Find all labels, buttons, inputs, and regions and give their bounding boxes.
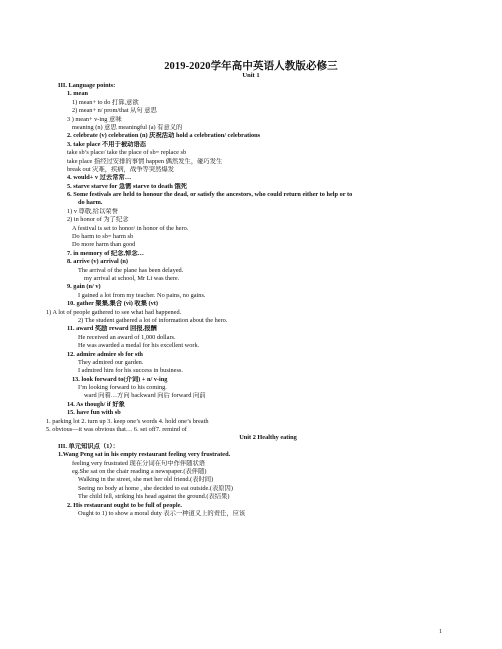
text-line: 15. have fun with sb (67, 409, 121, 417)
text-line: They admired our garden. (78, 358, 144, 366)
text-line: Ought to 1) to show a moral duty 表示一种道义上的责任，应该 (78, 509, 246, 517)
text-line: 8. arrive (v) arrival (n) (67, 258, 129, 266)
document-title: 2019-2020学年高中英语人教版必修三 (164, 61, 338, 72)
text-line: I admired him for his success in business. (78, 367, 183, 375)
text-line: 1) mean+ to do 打算,意欲 (72, 98, 139, 106)
unit-heading: Unit 1 (242, 72, 260, 79)
text-line: 1. mean (67, 90, 88, 98)
text-line: take sb’s place/ take the place of sb= replace sb (67, 149, 187, 157)
text-line: 2. His restaurant ought to be full of people. (67, 501, 182, 509)
text-line: do harm. (78, 199, 103, 207)
text-line: 5. obvious—it was obvious that… 6. set off7. remind of (46, 426, 187, 434)
text-line: 11. award 奖励 reward 回报,报酬 (67, 325, 157, 333)
text-line: 5. starve starve for 急需 starve to death 饿死 (67, 182, 188, 190)
text-line: 13. look forward to(介词) + n/ v-ing (72, 375, 168, 383)
text-line: my arrival at school, Mr Li was there. (84, 274, 180, 282)
text-line: He received an award of 1,000 dollars. (78, 333, 176, 341)
text-line: 2. celebrate (v) celebration (n) 庆祝活动 hold a celebration/ celebrations (67, 132, 261, 140)
text-line: 12. admire admire sb for sth (67, 350, 143, 358)
text-line: 1. parking lot 2. turn up 3. keep one’s words 4. hold one’s breath (46, 417, 209, 425)
text-line: 6. Some festivals are held to honour the dead, or satisfy the ancestors, who could return either to help or to (67, 191, 353, 199)
text-line: III. Language points: (58, 82, 116, 89)
text-line: take place 指经过安排的事情 happen 偶然发生，碰巧发生 (67, 157, 223, 165)
text-line: 7. in memory of 纪念,悼念… (67, 249, 144, 257)
notes-body (46, 82, 478, 518)
text-line: 1) A lot of people gathered to see what had happened. (46, 308, 182, 316)
text-line: 1) v 尊敬,给以荣誉 (67, 207, 118, 215)
text-line: Walking in the street, she met her old friend.(表时间) (78, 476, 214, 484)
text-line: III. 单元知识点（1）： (58, 442, 119, 450)
text-line: feeling very frustrated 现在分词在句中作伴随状语 (72, 459, 206, 467)
text-line: A festival is set to honor/ in honor of the hero. (72, 224, 189, 232)
text-line: 2) in honor of 为了纪念 (67, 216, 129, 224)
text-line: Unit 2 Healthy eating (239, 434, 297, 442)
text-line: 9. gain (n/ v) (67, 283, 101, 291)
text-line: 4. would+ v 过去常常… (67, 174, 132, 182)
text-line: 10. gather 聚集,集合 (vi) 收集 (vt) (67, 300, 159, 308)
text-line: I gained a lot from my teacher. No pains, no gains. (78, 291, 206, 299)
text-line: The child fell, striking his head against the ground.(表结果) (78, 493, 230, 501)
text-line: 2) The student gathered a lot of information about the hero. (78, 316, 228, 324)
text-line: 3. take place 不用于被动语态 (67, 140, 147, 148)
text-line: 14. As though/ if 好象 (67, 400, 125, 408)
text-line: 3 ) mean+ v-ing 意味 (67, 115, 122, 123)
text-line: The arrival of the plane has been delayed. (78, 266, 184, 274)
text-line: eg.She sat on the chair reading a newspaper.(表伴随) (72, 467, 207, 475)
text-line: Do harm to sb= harm sb (72, 233, 134, 241)
text-line: Seeing no body at home , she decided to eat outside.(表原因) (78, 484, 233, 492)
text-line: ward 向着…方向 backward 向后 forward 向前 (84, 392, 206, 400)
text-line: I’m looking forward to his coming. (78, 384, 167, 392)
text-line: 1.Wang Peng sat in his empty restaurant feeling very frustrated. (58, 451, 231, 459)
text-line: He was awarded a medal for his excellent work. (78, 342, 200, 350)
text-line: Do more harm than good (72, 241, 136, 249)
page-number: 1 (439, 629, 442, 635)
text-line: 2) mean+ n/ prom/that 从句 意思 (72, 107, 157, 115)
text-line: break out 灾难，疾病，战争等突然爆发 (67, 165, 175, 173)
text-line: meaning (n) 意思 meaningful (a) 有意义的 (72, 123, 183, 131)
